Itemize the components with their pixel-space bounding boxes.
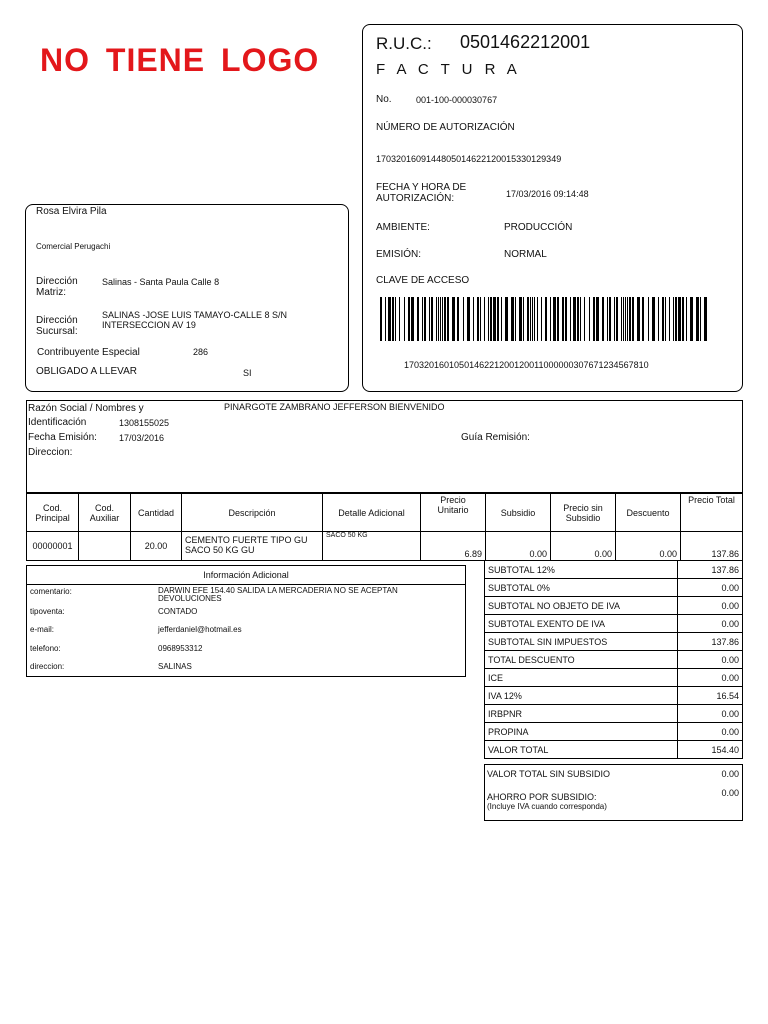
obligado-value: SI — [243, 368, 252, 378]
cell-detalle-adicional: SACO 50 KG — [323, 532, 421, 561]
auth-date-label: FECHA Y HORA DE AUTORIZACIÓN: — [376, 182, 467, 204]
subsidy-box — [484, 764, 743, 821]
invoice-no-label: No. — [376, 94, 392, 105]
ambiente-value: PRODUCCIÓN — [504, 222, 573, 233]
info-label-email: e-mail: — [30, 625, 55, 634]
total-value: 0.00 — [678, 597, 743, 615]
total-label: SUBTOTAL 0% — [485, 579, 678, 597]
cell-descuento: 0.00 — [616, 532, 681, 561]
cell-cod-principal: 00000001 — [27, 532, 79, 561]
cell-cod-auxiliar — [79, 532, 131, 561]
header-detalle-adicional: Detalle Adicional — [323, 494, 421, 532]
totals-row — [485, 615, 743, 633]
header-cod-auxiliar: Cod. Auxiliar — [79, 494, 131, 532]
total-value: 0.00 — [678, 615, 743, 633]
additional-info-title: Información Adicional — [27, 566, 465, 585]
emision-label: EMISIÓN: — [376, 249, 422, 260]
total-label: TOTAL DESCUENTO — [485, 651, 678, 669]
total-value: 137.86 — [678, 561, 743, 579]
contribuyente-label: Contribuyente Especial — [37, 347, 140, 358]
totals-row — [485, 741, 743, 759]
info-value-tipoventa: CONTADO — [158, 607, 198, 616]
total-value: 0.00 — [678, 579, 743, 597]
sin-subsidio-value: 0.00 — [721, 769, 739, 779]
auth-date-value: 17/03/2016 09:14:48 — [506, 189, 589, 199]
totals-table — [484, 560, 743, 759]
total-label: PROPINA — [485, 723, 678, 741]
cell-precio-total: 137.86 — [681, 532, 743, 561]
auth-number-value: 1703201609144805014622120015330129349 — [376, 154, 562, 164]
cell-precio-sin-subsidio: 0.00 — [551, 532, 616, 561]
totals-row — [485, 633, 743, 651]
ruc-label: R.U.C.: — [376, 34, 432, 53]
buyer-id: 1308155025 — [119, 418, 170, 428]
header-cantidad: Cantidad — [131, 494, 182, 532]
info-value-email: jefferdaniel@hotmail.es — [158, 625, 242, 634]
totals-row — [485, 705, 743, 723]
invoice-no-value: 001-100-000030767 — [416, 95, 498, 105]
ambiente-label: AMBIENTE: — [376, 222, 430, 233]
access-key-value: 1703201601050146221200120011000000307671234567810 — [404, 360, 649, 370]
totals-row — [485, 687, 743, 705]
total-label: SUBTOTAL NO OBJETO DE IVA — [485, 597, 678, 615]
logo-placeholder: NO TIENE LOGO — [40, 42, 320, 78]
totals-row — [485, 597, 743, 615]
header-precio-unitario: Precio Unitario — [421, 494, 486, 532]
totals-row — [485, 579, 743, 597]
issuer-box — [25, 204, 349, 392]
info-label-comentario: comentario: — [30, 587, 72, 596]
obligado-label: OBLIGADO A LLEVAR — [36, 366, 137, 377]
total-value: 0.00 — [678, 705, 743, 723]
matriz-value: Salinas - Santa Paula Calle 8 — [102, 277, 220, 287]
issuer-name: Rosa Elvira Pila — [36, 206, 107, 217]
matriz-label: Dirección Matriz: — [36, 276, 78, 298]
contribuyente-value: 286 — [193, 347, 209, 357]
ahorro-subsidio-label: AHORRO POR SUBSIDIO: — [487, 792, 597, 802]
info-value-telefono: 0968953312 — [158, 644, 203, 653]
ahorro-subsidio-note: (Incluye IVA cuando corresponda) — [487, 802, 607, 811]
total-value: 0.00 — [678, 723, 743, 741]
info-label-telefono: telefono: — [30, 644, 61, 653]
fecha-emision-label: Fecha Emisión: — [28, 432, 97, 443]
cell-descripcion: CEMENTO FUERTE TIPO GU SACO 50 KG GU — [182, 532, 323, 561]
sucursal-value: SALINAS -JOSE LUIS TAMAYO-CALLE 8 S/N INTERSECCION AV 19 — [102, 310, 288, 330]
fecha-emision-value: 17/03/2016 — [119, 433, 165, 443]
table-row — [27, 532, 743, 561]
guia-remision-label: Guía Remisión: — [461, 432, 530, 443]
total-value: 137.86 — [678, 633, 743, 651]
total-value: 16.54 — [678, 687, 743, 705]
header-descripcion: Descripción — [182, 494, 323, 532]
header-precio-sin-subsidio: Precio sin Subsidio — [551, 494, 616, 532]
barcode-image — [380, 297, 708, 341]
totals-row — [485, 723, 743, 741]
total-value: 154.40 — [678, 741, 743, 759]
auth-number-label: NÚMERO DE AUTORIZACIÓN — [376, 122, 515, 133]
cell-cantidad: 20.00 — [131, 532, 182, 561]
direccion-label: Direccion: — [28, 447, 73, 458]
info-value-comentario: DARWIN EFE 154.40 SALIDA LA MERCADERIA NO SE ACEPTAN DEVOLUCIONES — [158, 586, 398, 604]
info-label-tipoventa: tipoventa: — [30, 607, 65, 616]
totals-row — [485, 651, 743, 669]
totals-row — [485, 669, 743, 687]
total-label: SUBTOTAL SIN IMPUESTOS — [485, 633, 678, 651]
info-value-direccion: SALINAS — [158, 662, 192, 671]
ruc-number: 0501462212001 — [460, 32, 591, 52]
header-cod-principal: Cod. Principal — [27, 494, 79, 532]
total-label: SUBTOTAL EXENTO DE IVA — [485, 615, 678, 633]
total-value: 0.00 — [678, 669, 743, 687]
items-header-row — [27, 494, 743, 532]
header-precio-total: Precio Total — [681, 494, 743, 532]
issuer-trade-name: Comercial Perugachi — [36, 242, 111, 251]
sin-subsidio-label: VALOR TOTAL SIN SUBSIDIO — [487, 769, 611, 779]
ahorro-subsidio-value: 0.00 — [721, 788, 739, 798]
emision-value: NORMAL — [504, 249, 547, 260]
sucursal-label: Dirección Sucursal: — [36, 315, 78, 337]
buyer-box — [26, 400, 743, 493]
total-label: SUBTOTAL 12% — [485, 561, 678, 579]
total-label: IVA 12% — [485, 687, 678, 705]
document-type: F A C T U R A — [376, 61, 521, 78]
cell-subsidio: 0.00 — [486, 532, 551, 561]
items-table — [26, 493, 743, 561]
additional-info-box — [26, 565, 466, 677]
access-key-label: CLAVE DE ACCESO — [376, 275, 470, 286]
total-label: IRBPNR — [485, 705, 678, 723]
identificacion-label: Identificación — [28, 417, 87, 428]
buyer-name: PINARGOTE ZAMBRANO JEFFERSON BIENVENIDO — [224, 402, 445, 412]
total-label: VALOR TOTAL — [485, 741, 678, 759]
totals-row — [485, 561, 743, 579]
info-label-direccion: direccion: — [30, 662, 65, 671]
header-descuento: Descuento — [616, 494, 681, 532]
cell-precio-unitario: 6.89 — [421, 532, 486, 561]
total-label: ICE — [485, 669, 678, 687]
header-subsidio: Subsidio — [486, 494, 551, 532]
total-value: 0.00 — [678, 651, 743, 669]
razon-social-label: Razón Social / Nombres y — [28, 403, 144, 414]
